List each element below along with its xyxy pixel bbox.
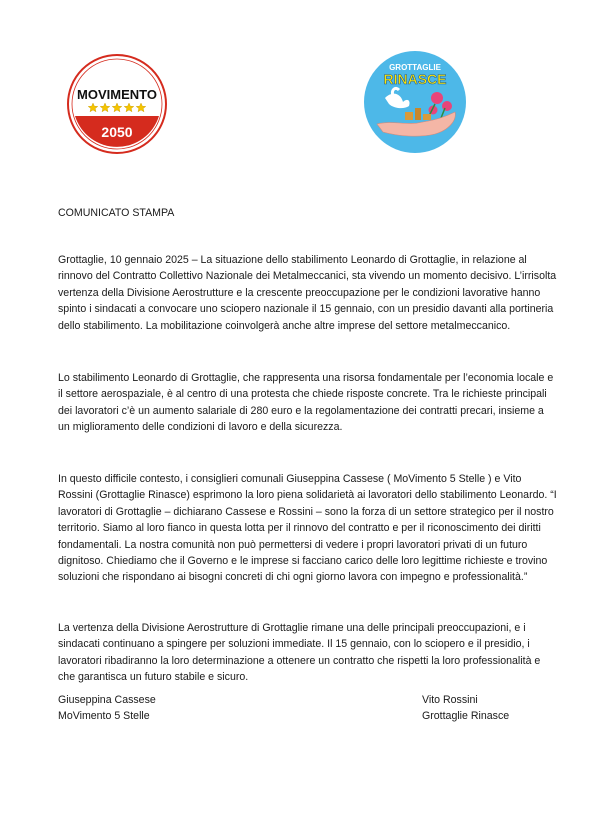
grottaglie-rinasce-logo	[363, 50, 467, 154]
signature-block	[422, 692, 509, 725]
rinasce-wordmark: RINASCE	[383, 71, 447, 87]
paragraph: La vertenza della Divisione Aerostrutture di Grottaglie rimane una delle principali preoccupazioni, e i sindacati continuano a spingere per soluzioni immediate. Il 15 gennaio, con lo sciopero e il presidio, i lavoratori ribadiranno la loro determinazione a ottenere un contratto che rispetti la loro professionalità e che garantisca un futuro stabile e sicuro.	[58, 622, 541, 684]
paragraph: Lo stabilimento Leonardo di Grottaglie, che rappresenta una risorsa fondamentale per l’economia locale e il settore aerospaziale, è al centro di una protesta che chiede risposte concrete. Tra le richieste principali dei lavoratori c’è un aumento salariale di 280 euro e la regolamentazione dei contratti precari, insieme a un miglioramento delle condizioni di lavoro e della sicurezza.	[58, 372, 554, 434]
signature-block	[58, 692, 156, 725]
paragraph: Grottaglie, 10 gennaio 2025 – La situazione dello stabilimento Leonardo di Grottaglie, in relazione al rinnovo del Contratto Collettivo Nazionale dei Metalmeccanici, sta vivendo un momento decisivo. L’irrisolta vertenza della Divisione Aerostrutture e la crescente preoccupazione per le condizioni lavorative hanno spinto i sindacati a convocare uno sciopero nazionale il 15 gennaio, con un presidio davanti alla portineria dello stabilimento. La mobilitazione coinvolgerà anche altre imprese del settore metalmeccanico.	[58, 254, 557, 332]
document-heading: COMUNICATO STAMPA	[58, 207, 175, 219]
grottaglie-wordmark: GROTTAGLIE	[389, 63, 441, 72]
signatory-name: Vito Rossini	[422, 694, 478, 706]
signatory-party: MoVimento 5 Stelle	[58, 710, 150, 723]
signatory-name: Giuseppina Cassese	[58, 694, 156, 706]
movimento-year: 2050	[101, 124, 133, 140]
movimento-logo	[67, 54, 167, 154]
movimento-wordmark: MOVIMENTO	[77, 87, 157, 102]
paragraph: In questo difficile contesto, i consiglieri comunali Giuseppina Cassese ( MoVimento 5 Stelle ) e Vito Rossini (Grottaglie Rinasce) esprimono la loro piena solidarietà ai lavoratori dello stabilimento Leonardo. “I lavoratori di Grottaglie – dichiarano Cassese e Rossini – sono la forza di un settore strategico per il nostro territorio. Siamo al loro fianco in questa lotta per il rinnovo del contratto e per il riconoscimento dei diritti fondamentali. La nostra comunità non può permettersi di vedere i propri lavoratori privati di un futuro dignitoso. Chiediamo che il Governo e le imprese si facciano carico delle loro legittime richieste e trovino soluzioni che rispondano ai bisogni concreti di chi ogni giorno lavora con impegno e professionalità.”	[58, 473, 557, 584]
signatory-party: Grottaglie Rinasce	[422, 710, 510, 723]
